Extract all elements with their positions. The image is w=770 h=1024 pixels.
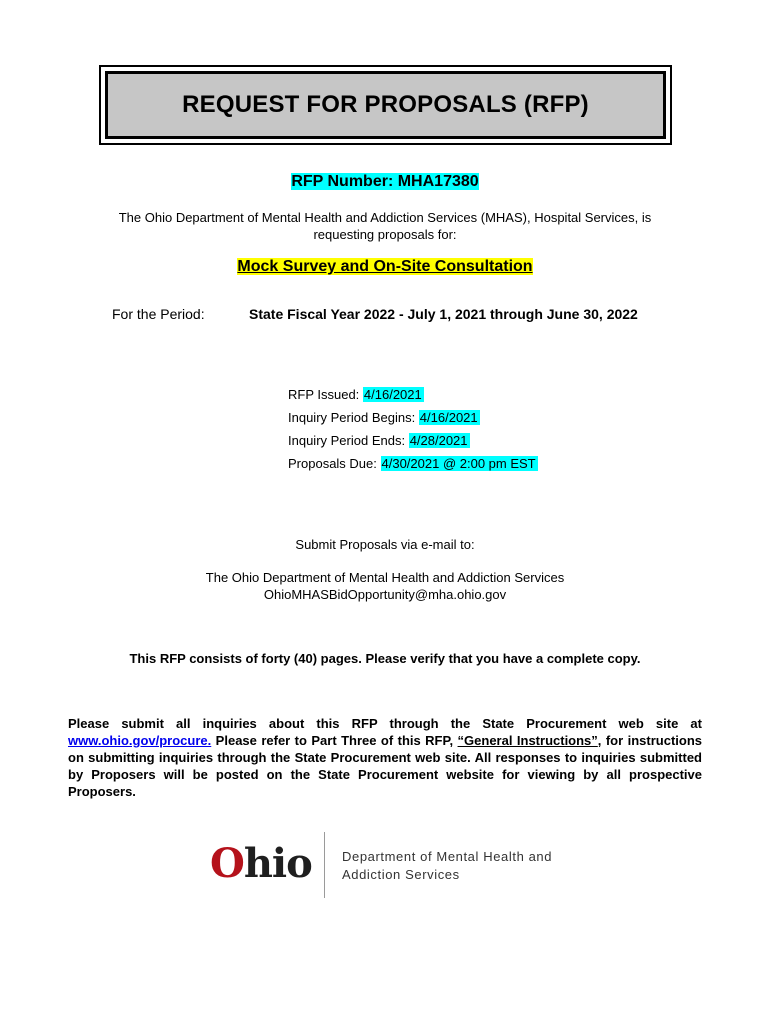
date-row-inquiry-begins [288, 409, 538, 432]
inquiries-paragraph [68, 715, 702, 800]
rfp-subject: Mock Survey and On-Site Consultation [237, 258, 533, 275]
inquiries-text-1: Please submit all inquiries about this RFP through the State Procurement web site at [68, 716, 702, 731]
date-label: Inquiry Period Ends: [288, 433, 409, 448]
rfp-number-line [0, 173, 770, 191]
agency-email: OhioMHASBidOpportunity@mha.ohio.gov [263, 587, 507, 602]
key-dates [288, 386, 538, 478]
rfp-subject-line [0, 258, 770, 276]
logo-dept-line-1: Department of Mental Health and [342, 849, 553, 864]
logo-divider [324, 832, 325, 898]
date-label: Inquiry Period Begins: [288, 410, 419, 425]
ohio-mhas-logo [210, 832, 570, 902]
inquiries-text-3: , for instructions on submitting inquiries through the State Procurement web site. All responses to inquiries submitted by Proposers will be posted on the State Procurement website for viewing by all prospective Proposers. [68, 733, 702, 799]
rfp-number: RFP Number: MHA17380 [291, 173, 479, 190]
ohio-wordmark [210, 840, 312, 887]
logo-dept-line-2: Addiction Services [342, 867, 460, 882]
period-value: State Fiscal Year 2022 - July 1, 2021 through June 30, 2022 [249, 306, 638, 322]
date-value: 4/16/2021 [363, 387, 422, 402]
date-value: 4/30/2021 @ 2:00 pm EST [381, 456, 536, 471]
date-value: 4/28/2021 [409, 433, 468, 448]
period-label: For the Period: [112, 306, 205, 322]
date-row-inquiry-ends [288, 432, 538, 455]
date-value: 4/16/2021 [419, 410, 478, 425]
procurement-link[interactable]: www.ohio.gov/procure. [68, 733, 212, 748]
date-row-issued [288, 386, 538, 409]
date-label: Proposals Due: [288, 456, 381, 471]
logo-department-name [342, 848, 552, 884]
title-banner [105, 71, 666, 139]
page-title: REQUEST FOR PROPOSALS (RFP) [182, 91, 589, 118]
submit-label: Submit Proposals via e-mail to: [295, 537, 475, 552]
ohio-wordmark-o: O [210, 840, 244, 887]
title-box [99, 65, 672, 145]
intro-line-2: requesting proposals for: [313, 227, 457, 242]
ohio-wordmark-rest: hio [243, 840, 312, 887]
general-instructions-ref: “General Instructions” [457, 733, 598, 748]
date-row-proposals-due [288, 455, 538, 478]
intro-line-1: The Ohio Department of Mental Health and Addiction Services (MHAS), Hospital Services, is [118, 210, 652, 225]
intro-paragraph [0, 209, 770, 243]
agency-contact [0, 569, 770, 603]
date-label: RFP Issued: [288, 387, 363, 402]
inquiries-text-2: Please refer to Part Three of this RFP, [211, 733, 458, 748]
agency-name: The Ohio Department of Mental Health and Addiction Services [205, 570, 565, 585]
pages-note: This RFP consists of forty (40) pages. Please verify that you have a complete copy. [129, 651, 641, 666]
